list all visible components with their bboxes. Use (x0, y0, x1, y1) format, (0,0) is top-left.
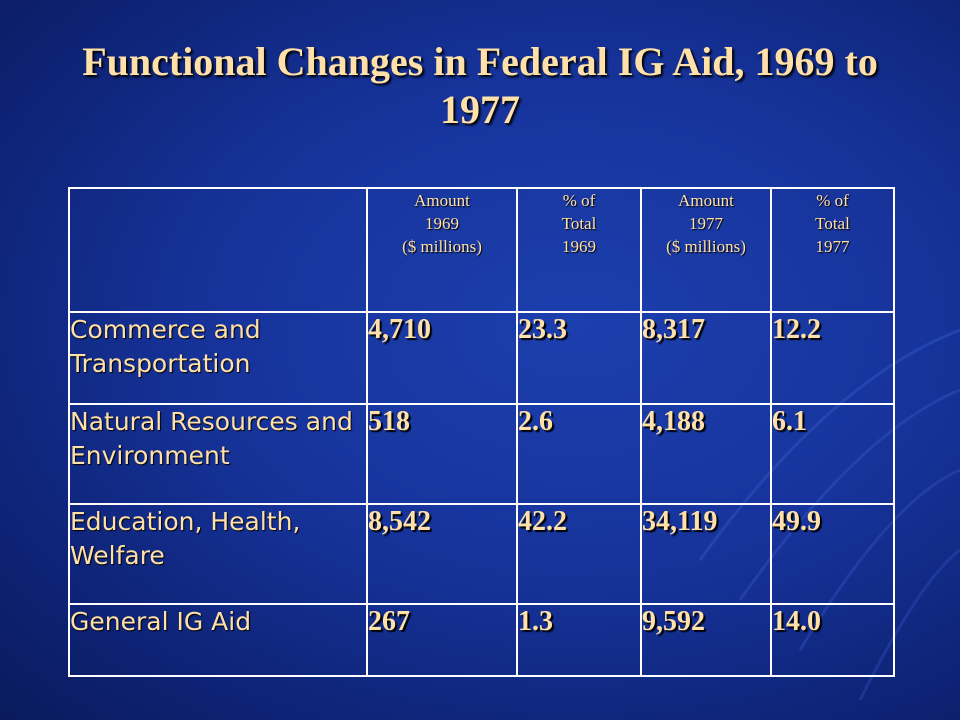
header-line: 1977 (815, 237, 850, 256)
header-line: ($ millions) (666, 237, 746, 256)
table-row (69, 404, 894, 504)
row-label: Education, Health, Welfare (69, 504, 367, 604)
header-line: % of (816, 191, 849, 210)
cell-amount-1969: 518 (367, 404, 517, 504)
header-line: Amount (678, 191, 734, 210)
cell-amount-1977: 9,592 (641, 604, 771, 676)
header-cell-empty (69, 188, 367, 312)
aid-table (68, 187, 895, 677)
header-cell-amount-1977 (641, 188, 771, 312)
table-row (69, 312, 894, 404)
slide-title: Functional Changes in Federal IG Aid, 1969 to 1977 (82, 39, 878, 132)
cell-amount-1969: 267 (367, 604, 517, 676)
cell-amount-1977: 34,119 (641, 504, 771, 604)
cell-pct-1969: 42.2 (517, 504, 641, 604)
header-line: 1969 (425, 214, 459, 233)
header-line: ($ millions) (402, 237, 482, 256)
cell-amount-1977: 8,317 (641, 312, 771, 404)
cell-amount-1977: 4,188 (641, 404, 771, 504)
header-line: % of (562, 191, 596, 210)
header-cell-pct-1977 (771, 188, 894, 312)
cell-pct-1977: 14.0 (771, 604, 894, 676)
header-cell-pct-1969 (517, 188, 641, 312)
table-row (69, 604, 894, 676)
cell-pct-1969: 23.3 (517, 312, 641, 404)
cell-amount-1969: 8,542 (367, 504, 517, 604)
table-row (69, 504, 894, 604)
header-line: Amount (414, 191, 470, 210)
row-label: Natural Resources and Environment (69, 404, 367, 504)
header-line: 1969 (562, 237, 596, 256)
cell-pct-1977: 12.2 (771, 312, 894, 404)
header-line: Total (561, 214, 597, 233)
header-line: 1977 (689, 214, 723, 233)
cell-pct-1969: 1.3 (517, 604, 641, 676)
row-label: Commerce and Transportation (69, 312, 367, 404)
cell-amount-1969: 4,710 (367, 312, 517, 404)
header-line: Total (815, 214, 850, 233)
cell-pct-1977: 49.9 (771, 504, 894, 604)
table-header-row (69, 188, 894, 312)
row-label: General IG Aid (69, 604, 367, 676)
header-cell-amount-1969 (367, 188, 517, 312)
cell-pct-1969: 2.6 (517, 404, 641, 504)
cell-pct-1977: 6.1 (771, 404, 894, 504)
